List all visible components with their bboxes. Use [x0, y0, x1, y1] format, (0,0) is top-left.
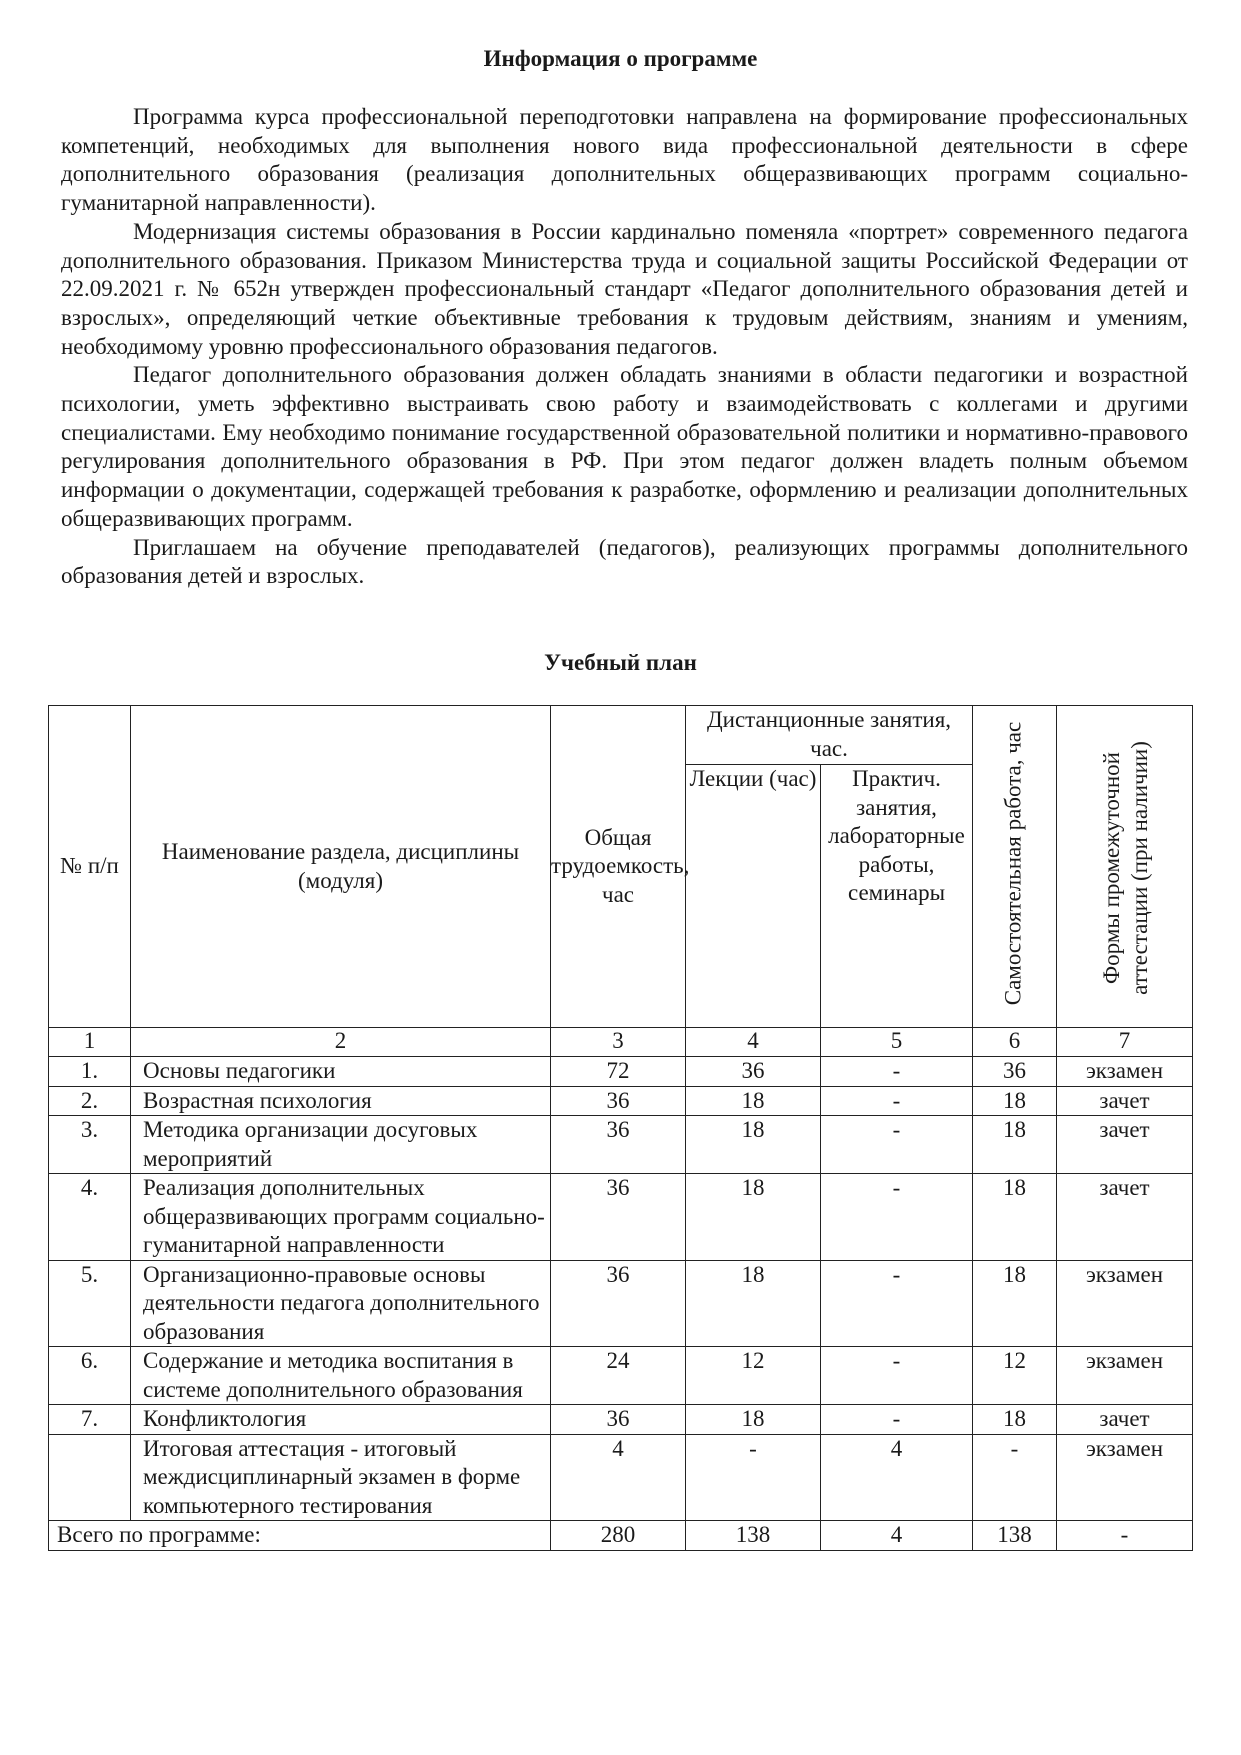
- header-num: № п/п: [49, 706, 131, 1028]
- row-name: Методика организации досуговых мероприятий: [131, 1116, 551, 1174]
- row-form: экзамен: [1057, 1260, 1193, 1347]
- row-self: 18: [973, 1174, 1057, 1261]
- total-label: Всего по программе:: [49, 1521, 551, 1551]
- header-lectures: Лекции (час): [686, 765, 821, 1028]
- table-row: [49, 1405, 1193, 1435]
- row-lectures: 18: [686, 1174, 821, 1261]
- paragraph: Педагог дополнительного образования должен обладать знаниями в области педагогики и возрастной психологии, уметь эффективно выстраивать свою работу и взаимодействовать с коллегами и другими специалистами. Ему необходимо понимание государственной образовательной политики и нормативно-правового регулирования дополнительного образования в РФ. При этом педагог должен владеть полным объемом информации о документации, содержащей требования к разработке, оформлению и реализации дополнительных общеразвивающих программ.: [61, 362, 1188, 531]
- table-row: [49, 1057, 1193, 1087]
- row-form: зачет: [1057, 1116, 1193, 1174]
- row-name: Итоговая аттестация - итоговый междисциплинарный экзамен в форме компьютерного тестирования: [131, 1434, 551, 1521]
- row-num: 4.: [49, 1174, 131, 1261]
- header-distance: Дистанционные занятия, час.: [686, 706, 973, 765]
- row-lectures: 18: [686, 1116, 821, 1174]
- paragraph: Программа курса профессиональной переподготовки направлена на формирование профессиональных компетенций, необходимых для выполнения нового вида профессиональной деятельности в сфере дополнительного образования (реализация дополнительных общеразвивающих программ социально-гуманитарной направленности).: [61, 104, 1188, 216]
- row-total: 36: [551, 1116, 686, 1174]
- row-self: 18: [973, 1405, 1057, 1435]
- row-practice: -: [821, 1057, 973, 1087]
- row-name: Основы педагогики: [131, 1057, 551, 1087]
- row-num: 2.: [49, 1086, 131, 1116]
- table-row: [49, 1116, 1193, 1174]
- row-lectures: 18: [686, 1405, 821, 1435]
- row-self: 18: [973, 1086, 1057, 1116]
- row-lectures: 18: [686, 1260, 821, 1347]
- row-total: 36: [551, 1260, 686, 1347]
- table-row: [49, 1347, 1193, 1405]
- header-self: Самостоятельная работа, час: [973, 706, 1057, 1028]
- col-number: 7: [1057, 1028, 1193, 1057]
- row-num: 7.: [49, 1405, 131, 1435]
- total-practice: 4: [821, 1521, 973, 1551]
- row-name: Содержание и методика воспитания в системе дополнительного образования: [131, 1347, 551, 1405]
- column-numbers-row: [49, 1028, 1193, 1057]
- table-row: [49, 1434, 1193, 1521]
- col-number: 6: [973, 1028, 1057, 1057]
- row-lectures: -: [686, 1434, 821, 1521]
- row-num: 6.: [49, 1347, 131, 1405]
- row-self: -: [973, 1434, 1057, 1521]
- row-practice: -: [821, 1347, 973, 1405]
- row-name: Реализация дополнительных общеразвивающих программ социально-гуманитарной направленности: [131, 1174, 551, 1261]
- row-practice: -: [821, 1116, 973, 1174]
- header-name: Наименование раздела, дисциплины (модуля): [131, 706, 551, 1028]
- info-title: Информация о программе: [483, 46, 758, 71]
- total-self: 138: [973, 1521, 1057, 1551]
- row-total: 24: [551, 1347, 686, 1405]
- table-row: [49, 1260, 1193, 1347]
- col-number: 2: [131, 1028, 551, 1057]
- row-name: Организационно-правовые основы деятельности педагога дополнительного образования: [131, 1260, 551, 1347]
- row-practice: -: [821, 1086, 973, 1116]
- row-num: 3.: [49, 1116, 131, 1174]
- row-form: зачет: [1057, 1405, 1193, 1435]
- col-number: 5: [821, 1028, 973, 1057]
- row-practice: -: [821, 1260, 973, 1347]
- total-form: -: [1057, 1521, 1193, 1551]
- table-row: [49, 1174, 1193, 1261]
- col-number: 4: [686, 1028, 821, 1057]
- row-self: 18: [973, 1116, 1057, 1174]
- row-lectures: 18: [686, 1086, 821, 1116]
- row-total: 4: [551, 1434, 686, 1521]
- row-practice: -: [821, 1405, 973, 1435]
- header-forms: Формы промежуточной аттестации (при наличии): [1057, 706, 1193, 1028]
- col-number: 1: [49, 1028, 131, 1057]
- program-description: [61, 103, 1188, 591]
- paragraph: Приглашаем на обучение преподавателей (педагогов), реализующих программы дополнительного образования детей и взрослых.: [61, 534, 1188, 589]
- total-lectures: 138: [686, 1521, 821, 1551]
- row-lectures: 12: [686, 1347, 821, 1405]
- row-form: зачет: [1057, 1174, 1193, 1261]
- row-lectures: 36: [686, 1057, 821, 1087]
- row-self: 18: [973, 1260, 1057, 1347]
- row-form: экзамен: [1057, 1057, 1193, 1087]
- row-name: Возрастная психология: [131, 1086, 551, 1116]
- row-num: [49, 1434, 131, 1521]
- header-total: Общая трудоемкость, час: [551, 706, 686, 1028]
- col-number: 3: [551, 1028, 686, 1057]
- total-hours: 280: [551, 1521, 686, 1551]
- row-practice: 4: [821, 1434, 973, 1521]
- row-num: 1.: [49, 1057, 131, 1087]
- row-total: 72: [551, 1057, 686, 1087]
- row-name: Конфликтология: [131, 1405, 551, 1435]
- row-num: 5.: [49, 1260, 131, 1347]
- row-form: зачет: [1057, 1086, 1193, 1116]
- row-practice: -: [821, 1174, 973, 1261]
- row-self: 12: [973, 1347, 1057, 1405]
- row-total: 36: [551, 1174, 686, 1261]
- row-form: экзамен: [1057, 1347, 1193, 1405]
- paragraph: Модернизация системы образования в России кардинально поменяла «портрет» современного педагога дополнительного образования. Приказом Министерства труда и социальной защиты Российской Федерации от 22.09.2021 г. № 652н утвержден профессиональный стандарт «Педагог дополнительного образования детей и взрослых», определяющий четкие объективные требования к трудовым действиям, знаниям и умениям, необходимому уровню профессионального образования педагогов.: [61, 218, 1188, 359]
- plan-title: Учебный план: [544, 650, 697, 675]
- row-total: 36: [551, 1405, 686, 1435]
- row-form: экзамен: [1057, 1434, 1193, 1521]
- total-row: [49, 1521, 1193, 1551]
- curriculum-table: [48, 705, 1193, 1551]
- header-practice: Практич. занятия, лабораторные работы, семинары: [821, 765, 973, 1028]
- row-total: 36: [551, 1086, 686, 1116]
- row-self: 36: [973, 1057, 1057, 1087]
- table-row: [49, 1086, 1193, 1116]
